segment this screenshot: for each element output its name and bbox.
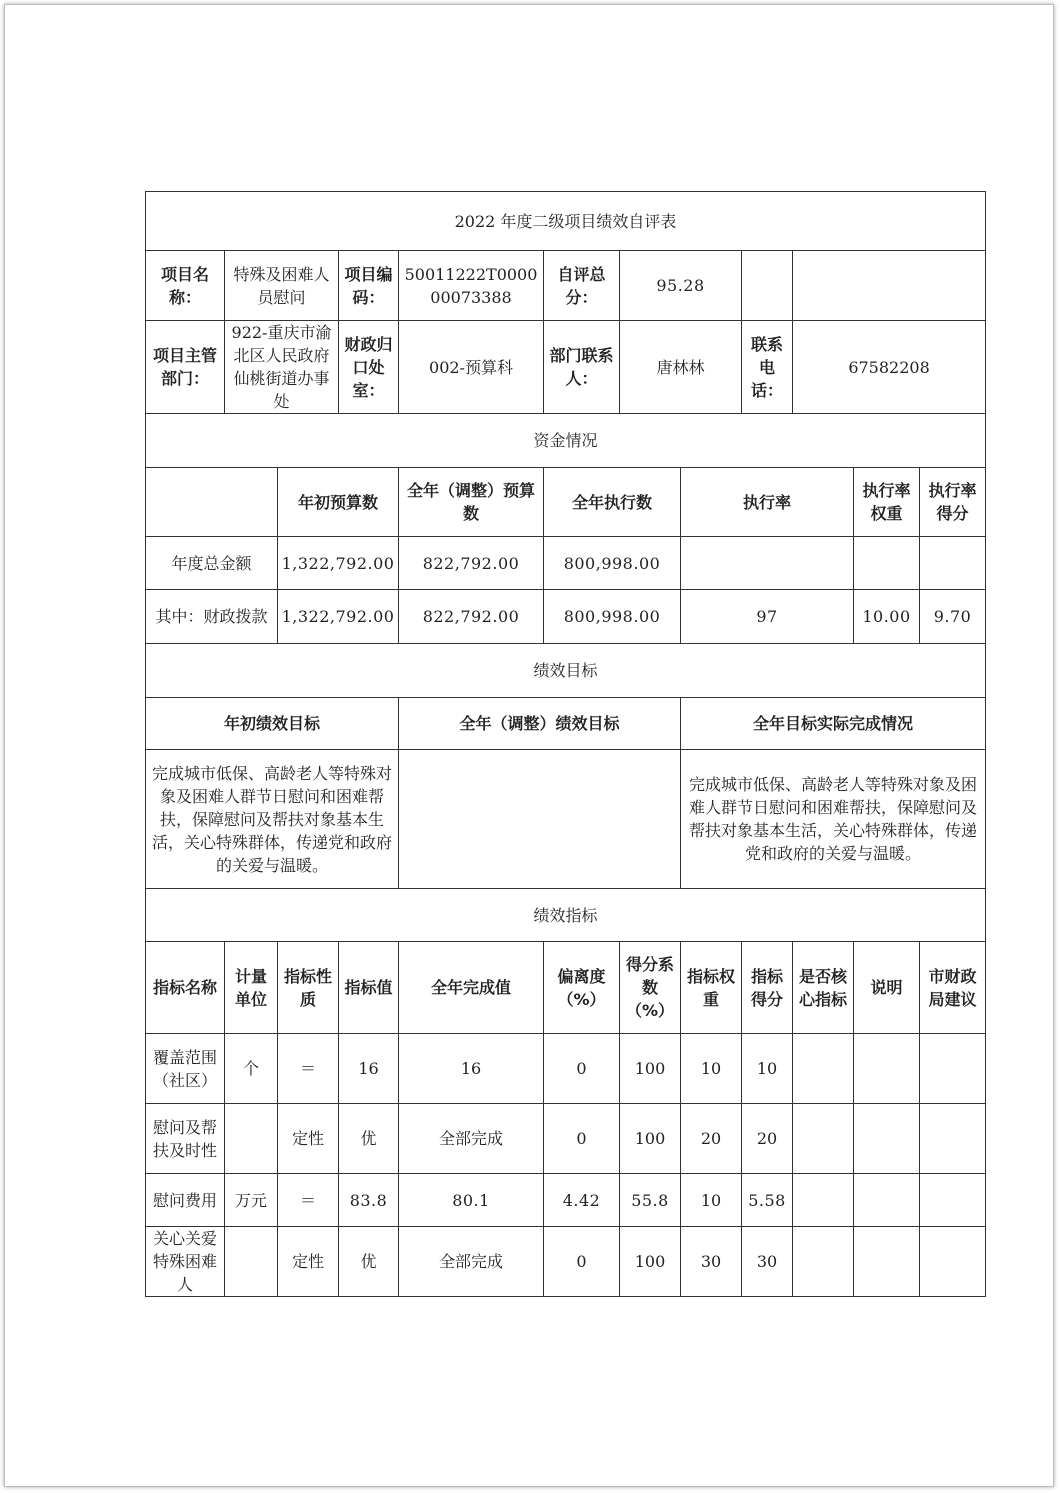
self-score: 95.28 xyxy=(620,251,742,321)
finance-office-label: 财政归口处室： xyxy=(339,321,399,414)
ind-core xyxy=(793,1034,854,1104)
dept-label: 项目主管部门： xyxy=(146,321,225,414)
ind-header-value: 指标值 xyxy=(339,942,399,1034)
ind-nature: 定性 xyxy=(278,1104,339,1174)
funds-header-rate: 执行率 xyxy=(681,468,854,537)
ind-done: 16 xyxy=(399,1034,544,1104)
ind-weight: 10 xyxy=(681,1174,742,1227)
ind-score: 20 xyxy=(742,1104,793,1174)
funds-row-label: 年度总金额 xyxy=(146,537,278,590)
project-code-label: 项目编码： xyxy=(339,251,399,321)
self-score-label: 自评总分： xyxy=(544,251,620,321)
project-name-label: 项目名称： xyxy=(146,251,225,321)
funds-row-label: 其中：财政拨款 xyxy=(146,590,278,644)
ind-value: 16 xyxy=(339,1034,399,1104)
ind-core xyxy=(793,1104,854,1174)
ind-name: 覆盖范围（社区） xyxy=(146,1034,225,1104)
funds-rate xyxy=(681,537,854,590)
ind-header-coef: 得分系数（%） xyxy=(620,942,681,1034)
ind-advice xyxy=(920,1227,986,1297)
ind-unit: 个 xyxy=(225,1034,278,1104)
goals-initial-text: 完成城市低保、高龄老人等特殊对象及困难人群节日慰问和困难帮扶，保障慰问及帮扶对象基本生活，关心特殊群体，传递党和政府的关爱与温暖。 xyxy=(146,750,399,889)
ind-header-dev: 偏离度（%） xyxy=(544,942,620,1034)
ind-done: 全部完成 xyxy=(399,1104,544,1174)
funds-adjusted: 822,792.00 xyxy=(399,590,544,644)
funds-header-executed: 全年执行数 xyxy=(544,468,681,537)
ind-header-nature: 指标性质 xyxy=(278,942,339,1034)
ind-score: 10 xyxy=(742,1034,793,1104)
dept: 922-重庆市渝北区人民政府仙桃街道办事处 xyxy=(225,321,339,414)
table-row xyxy=(146,1104,986,1174)
empty-cell xyxy=(793,251,986,321)
ind-nature: ＝ xyxy=(278,1034,339,1104)
ind-value: 优 xyxy=(339,1227,399,1297)
goals-header-actual: 全年目标实际完成情况 xyxy=(681,698,986,750)
goals-header-initial: 年初绩效目标 xyxy=(146,698,399,750)
funds-initial: 1,322,792.00 xyxy=(278,537,399,590)
ind-score: 5.58 xyxy=(742,1174,793,1227)
ind-note xyxy=(854,1227,920,1297)
ind-header-done: 全年完成值 xyxy=(399,942,544,1034)
ind-note xyxy=(854,1104,920,1174)
ind-unit: 万元 xyxy=(225,1174,278,1227)
table-row xyxy=(146,1174,986,1227)
ind-coef: 100 xyxy=(620,1104,681,1174)
ind-done: 80.1 xyxy=(399,1174,544,1227)
ind-header-score: 指标得分 xyxy=(742,942,793,1034)
table-row xyxy=(146,1034,986,1104)
project-name: 特殊及困难人员慰问 xyxy=(225,251,339,321)
ind-advice xyxy=(920,1104,986,1174)
ind-dev: 0 xyxy=(544,1227,620,1297)
ind-header-advice: 市财政局建议 xyxy=(920,942,986,1034)
ind-advice xyxy=(920,1034,986,1104)
ind-note xyxy=(854,1174,920,1227)
ind-header-core: 是否核心指标 xyxy=(793,942,854,1034)
ind-dev: 4.42 xyxy=(544,1174,620,1227)
ind-name: 关心关爱特殊困难人 xyxy=(146,1227,225,1297)
funds-score xyxy=(920,537,986,590)
contact: 唐林林 xyxy=(620,321,742,414)
ind-name: 慰问及帮扶及时性 xyxy=(146,1104,225,1174)
ind-core xyxy=(793,1227,854,1297)
funds-header-weight: 执行率权重 xyxy=(854,468,920,537)
funds-header-initial: 年初预算数 xyxy=(278,468,399,537)
funds-header-adjusted: 全年（调整）预算数 xyxy=(399,468,544,537)
funds-rate: 97 xyxy=(681,590,854,644)
ind-note xyxy=(854,1034,920,1104)
funds-initial: 1,322,792.00 xyxy=(278,590,399,644)
goals-actual-text: 完成城市低保、高龄老人等特殊对象及困难人群节日慰问和困难帮扶，保障慰问及帮扶对象基本生活，关心特殊群体，传递党和政府的关爱与温暖。 xyxy=(681,750,986,889)
ind-weight: 10 xyxy=(681,1034,742,1104)
project-code: 50011222T000000073388 xyxy=(399,251,544,321)
ind-core xyxy=(793,1174,854,1227)
goals-section-title: 绩效目标 xyxy=(146,644,986,698)
ind-header-unit: 计量单位 xyxy=(225,942,278,1034)
empty-cell xyxy=(742,251,793,321)
ind-name: 慰问费用 xyxy=(146,1174,225,1227)
funds-adjusted: 822,792.00 xyxy=(399,537,544,590)
performance-evaluation-table xyxy=(145,191,986,1297)
ind-weight: 20 xyxy=(681,1104,742,1174)
ind-weight: 30 xyxy=(681,1227,742,1297)
ind-value: 优 xyxy=(339,1104,399,1174)
phone: 67582208 xyxy=(793,321,986,414)
indicators-section-title: 绩效指标 xyxy=(146,889,986,942)
phone-label: 联系电话： xyxy=(742,321,793,414)
ind-coef: 55.8 xyxy=(620,1174,681,1227)
table-row xyxy=(146,1227,986,1297)
ind-coef: 100 xyxy=(620,1227,681,1297)
ind-unit xyxy=(225,1227,278,1297)
ind-value: 83.8 xyxy=(339,1174,399,1227)
ind-dev: 0 xyxy=(544,1104,620,1174)
ind-score: 30 xyxy=(742,1227,793,1297)
funds-section-title: 资金情况 xyxy=(146,414,986,468)
page-title: 2022 年度二级项目绩效自评表 xyxy=(146,192,986,251)
ind-done: 全部完成 xyxy=(399,1227,544,1297)
ind-dev: 0 xyxy=(544,1034,620,1104)
empty-cell xyxy=(146,468,278,537)
goals-adjusted-text xyxy=(399,750,681,889)
funds-weight xyxy=(854,537,920,590)
funds-score: 9.70 xyxy=(920,590,986,644)
ind-coef: 100 xyxy=(620,1034,681,1104)
ind-unit xyxy=(225,1104,278,1174)
ind-nature: 定性 xyxy=(278,1227,339,1297)
ind-nature: ＝ xyxy=(278,1174,339,1227)
funds-executed: 800,998.00 xyxy=(544,590,681,644)
finance-office: 002-预算科 xyxy=(399,321,544,414)
funds-header-score: 执行率得分 xyxy=(920,468,986,537)
ind-advice xyxy=(920,1174,986,1227)
funds-weight: 10.00 xyxy=(854,590,920,644)
goals-header-adjusted: 全年（调整）绩效目标 xyxy=(399,698,681,750)
ind-header-name: 指标名称 xyxy=(146,942,225,1034)
contact-label: 部门联系人： xyxy=(544,321,620,414)
ind-header-note: 说明 xyxy=(854,942,920,1034)
funds-executed: 800,998.00 xyxy=(544,537,681,590)
ind-header-weight: 指标权重 xyxy=(681,942,742,1034)
